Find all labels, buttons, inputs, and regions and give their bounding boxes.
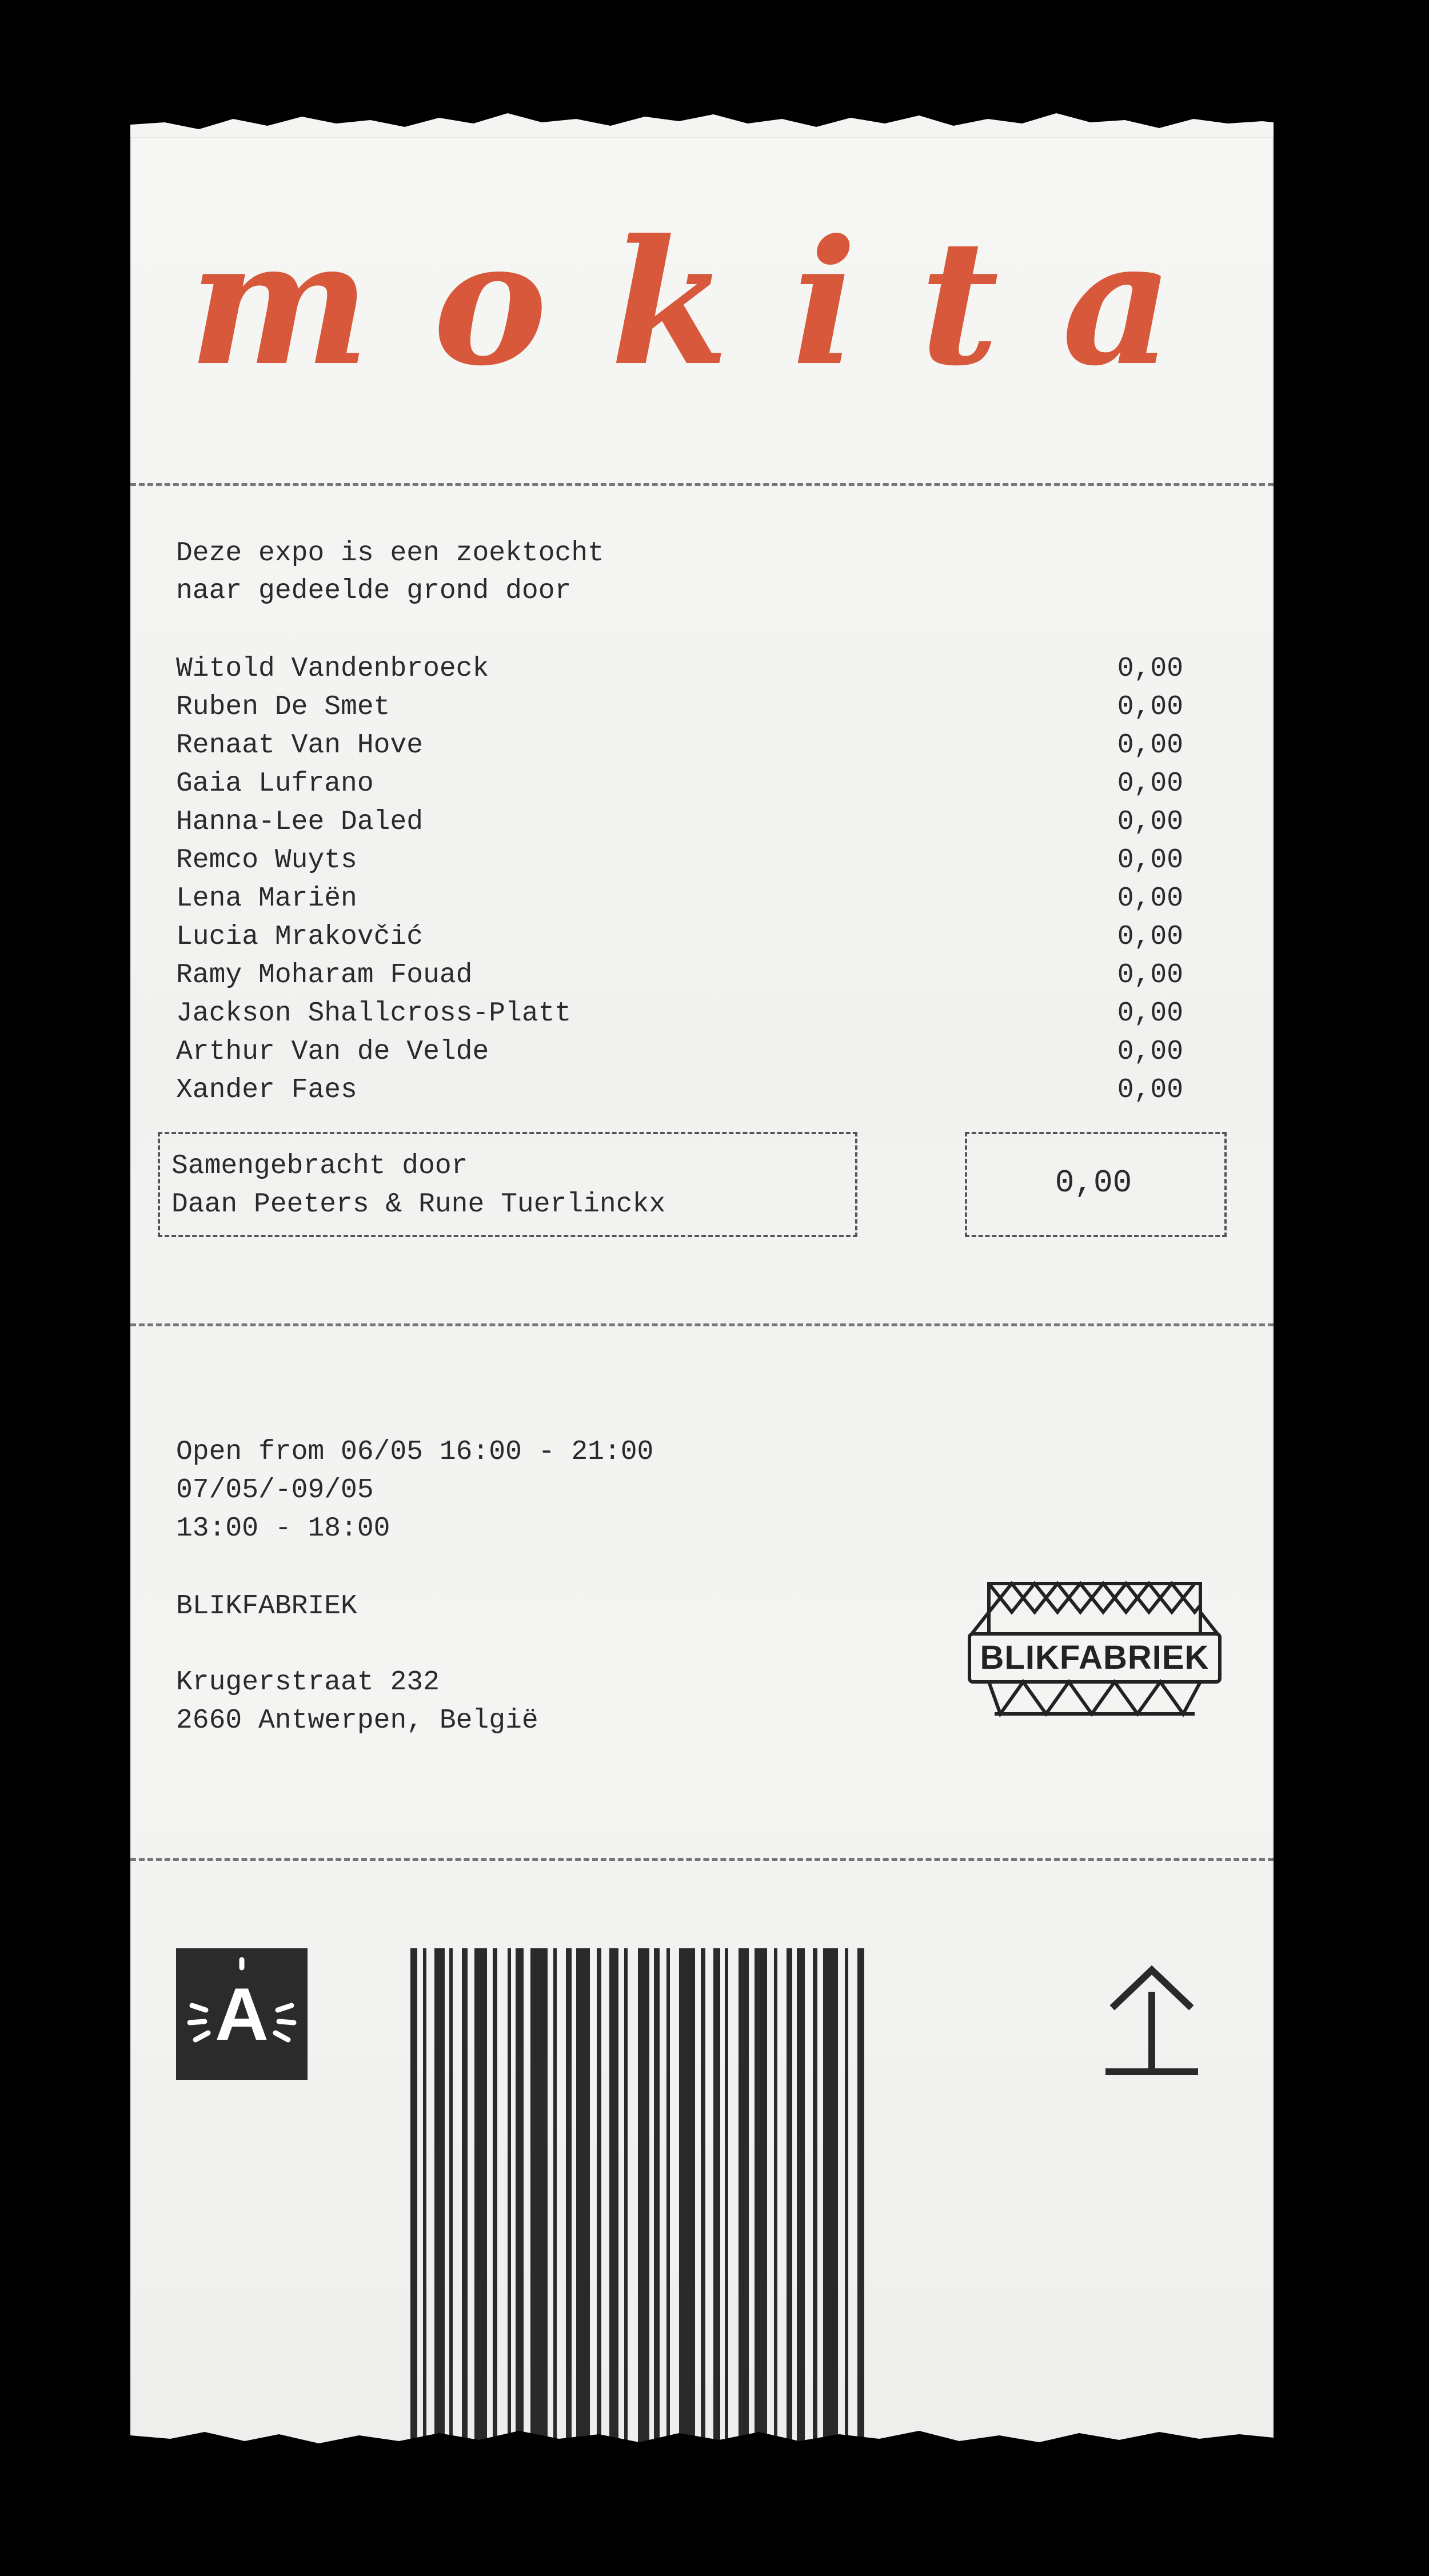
artist-amount: 0,00 — [1117, 692, 1183, 723]
venue-name: BLIKFABRIEK — [176, 1591, 357, 1622]
artist-name: Hanna-Lee Daled — [176, 807, 424, 838]
blikfabriek-logo-label: BLIKFABRIEK — [980, 1639, 1210, 1676]
artist-amount: 0,00 — [1117, 807, 1183, 838]
barcode-bar — [493, 1948, 497, 2451]
barcode-bar — [823, 1948, 838, 2451]
barcode-bar — [566, 1948, 572, 2451]
artist-amount: 0,00 — [1117, 1075, 1183, 1106]
barcode-bar — [797, 1948, 805, 2451]
barcode-bar — [725, 1948, 728, 2451]
torn-top-edge — [130, 106, 1274, 141]
barcode-bar — [845, 1948, 848, 2451]
total-amount: 0,00 — [1055, 1165, 1132, 1201]
barcode-bar — [755, 1948, 767, 2451]
venue-street: Krugerstraat 232 — [176, 1667, 440, 1698]
barcode-bar — [679, 1948, 695, 2451]
artist-amount: 0,00 — [1117, 883, 1183, 914]
artist-name: Gaia Lufrano — [176, 768, 374, 799]
artist-name: Xander Faes — [176, 1075, 357, 1106]
barcode-bar — [423, 1948, 426, 2451]
barcode-bar — [508, 1948, 511, 2451]
artist-amount: 0,00 — [1117, 998, 1183, 1029]
artist-name: Lucia Mrakovčić — [176, 922, 424, 952]
artist-name: Jackson Shallcross-Platt — [176, 998, 572, 1029]
barcode-bar — [654, 1948, 660, 2451]
curated-line-1: Samengebracht door — [171, 1151, 468, 1182]
divider-middle — [130, 1323, 1274, 1326]
barcode-bar — [609, 1948, 618, 2451]
antwerp-a-logo-icon — [176, 1948, 308, 2080]
barcode-bar — [449, 1948, 453, 2451]
barcode-bar — [701, 1948, 705, 2451]
artist-amount: 0,00 — [1117, 653, 1183, 684]
artist-name: Remco Wuyts — [176, 845, 357, 876]
hours-line-2: 07/05/-09/05 — [176, 1475, 374, 1506]
divider-bottom — [130, 1858, 1274, 1861]
intro-line-1: Deze expo is een zoektocht — [176, 538, 604, 569]
hours-line-3: 13:00 - 18:00 — [176, 1513, 390, 1544]
artist-amount: 0,00 — [1117, 922, 1183, 952]
barcode-bar — [576, 1948, 590, 2451]
barcode-bar — [462, 1948, 468, 2451]
barcode-bar — [516, 1948, 524, 2451]
barcode-bar — [624, 1948, 628, 2451]
curated-line-2: Daan Peeters & Rune Tuerlinckx — [171, 1189, 666, 1220]
barcode-bar — [638, 1948, 649, 2451]
barcode-bar — [597, 1948, 601, 2451]
artist-amount: 0,00 — [1117, 730, 1183, 761]
intro-line-2: naar gedeelde grond door — [176, 576, 572, 607]
barcode-icon — [407, 1948, 984, 2451]
venue-city: 2660 Antwerpen, België — [176, 1705, 538, 1736]
barcode-bar — [774, 1948, 777, 2451]
barcode-bar — [410, 1948, 417, 2451]
barcode-bar — [666, 1948, 670, 2451]
divider-top — [130, 483, 1274, 486]
antwerp-a-logo-letter: A — [215, 1972, 269, 2056]
artist-name: Lena Mariën — [176, 883, 357, 914]
artist-name: Renaat Van Hove — [176, 730, 424, 761]
barcode-bar — [553, 1948, 557, 2451]
blikfabriek-logo-icon — [966, 1578, 1223, 1738]
upload-arrow-icon — [1103, 1961, 1200, 2087]
barcode-bar — [739, 1948, 749, 2451]
artist-name: Ruben De Smet — [176, 692, 390, 723]
barcode-bar — [787, 1948, 792, 2451]
barcode-bar — [434, 1948, 445, 2451]
hours-line-1: Open from 06/05 16:00 - 21:00 — [176, 1437, 654, 1468]
artist-name: Witold Vandenbroeck — [176, 653, 489, 684]
barcode-bar — [713, 1948, 720, 2451]
artist-amount: 0,00 — [1117, 960, 1183, 991]
artist-name: Arthur Van de Velde — [176, 1036, 489, 1067]
brand-logo-text: mokita — [189, 202, 1236, 404]
artist-amount: 0,00 — [1117, 1036, 1183, 1067]
barcode-bar — [474, 1948, 487, 2451]
barcode-bar — [813, 1948, 817, 2451]
artist-amount: 0,00 — [1117, 845, 1183, 876]
artist-amount: 0,00 — [1117, 768, 1183, 799]
barcode-bar — [857, 1948, 864, 2451]
torn-bottom-edge — [130, 2418, 1274, 2453]
barcode-bar — [530, 1948, 548, 2451]
artist-name: Ramy Moharam Fouad — [176, 960, 473, 991]
